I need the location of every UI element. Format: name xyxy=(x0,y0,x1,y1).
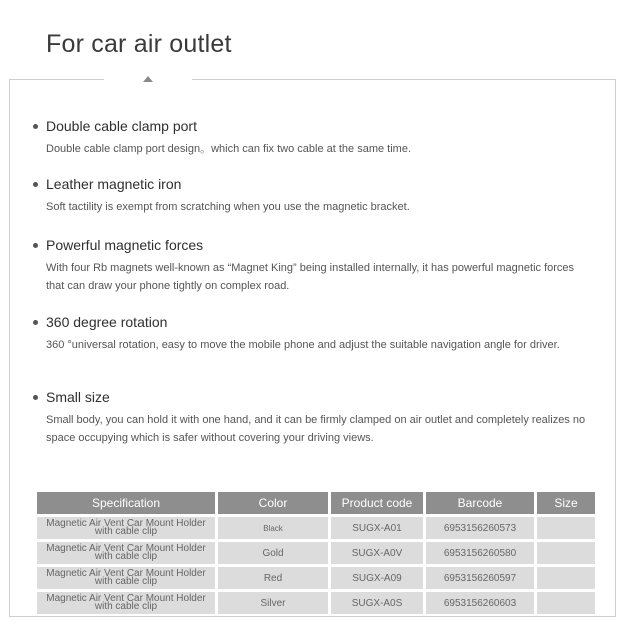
cell-specification: Magnetic Air Vent Car Mount Holder with cable clip xyxy=(37,542,215,564)
cell-size xyxy=(537,517,595,539)
cell-color: Gold xyxy=(218,542,328,564)
cell-specification: Magnetic Air Vent Car Mount Holder with cable clip xyxy=(37,567,215,589)
cell-size xyxy=(537,542,595,564)
column-header-specification: Specification xyxy=(37,492,215,514)
bullet-icon xyxy=(33,182,38,187)
bullet-icon xyxy=(33,395,38,400)
cell-barcode: 6953156260597 xyxy=(426,567,534,589)
cell-product-code: SUGX-A01 xyxy=(331,517,423,539)
feature-title: Small size xyxy=(46,389,110,405)
feature-item xyxy=(33,176,593,216)
feature-item xyxy=(33,314,593,354)
cell-product-code: SUGX-A0S xyxy=(331,592,423,614)
feature-item xyxy=(33,237,593,295)
cell-barcode: 6953156260603 xyxy=(426,592,534,614)
cell-specification: Magnetic Air Vent Car Mount Holder with cable clip xyxy=(37,592,215,614)
feature-title: 360 degree rotation xyxy=(46,314,168,330)
table-row xyxy=(37,567,595,589)
feature-description: Small body, you can hold it with one hand, and it can be firmly clamped on air outlet and completely realizes no space occupying which is safer without covering your driving views. xyxy=(46,414,586,444)
feature-title: Powerful magnetic forces xyxy=(46,237,204,253)
feature-description: Soft tactility is exempt from scratching when you use the magnetic bracket. xyxy=(46,201,410,213)
table-row xyxy=(37,542,595,564)
bullet-icon xyxy=(33,243,38,248)
table-row xyxy=(37,517,595,539)
spec-table xyxy=(34,489,598,617)
cell-product-code: SUGX-A09 xyxy=(331,567,423,589)
cell-barcode: 6953156260580 xyxy=(426,542,534,564)
bullet-icon xyxy=(33,124,38,129)
feature-title: Leather magnetic iron xyxy=(46,176,182,192)
table-row xyxy=(37,592,595,614)
cell-size xyxy=(537,592,595,614)
feature-description: 360 °universal rotation, easy to move the mobile phone and adjust the suitable navigation angle for driver. xyxy=(46,339,560,351)
caret-up-icon xyxy=(143,76,153,82)
column-header-barcode: Barcode xyxy=(426,492,534,514)
feature-description: With four Rb magnets well-known as “Magnet King” being installed internally, it has powerful magnetic forces that can draw your phone tightly on complex road. xyxy=(46,262,575,292)
cell-size xyxy=(537,567,595,589)
bullet-icon xyxy=(33,320,38,325)
column-header-color: Color xyxy=(218,492,328,514)
page-title: For car air outlet xyxy=(46,30,232,58)
cell-color: Red xyxy=(218,567,328,589)
column-header-size: Size xyxy=(537,492,595,514)
cell-specification: Magnetic Air Vent Car Mount Holder with cable clip xyxy=(37,517,215,539)
feature-item xyxy=(33,389,593,447)
cell-color: Silver xyxy=(218,592,328,614)
feature-title: Double cable clamp port xyxy=(46,118,197,134)
column-header-product-code: Product code xyxy=(331,492,423,514)
table-header-row xyxy=(37,492,595,514)
cell-barcode: 6953156260573 xyxy=(426,517,534,539)
feature-description: Double cable clamp port design。which can fix two cable at the same time. xyxy=(46,143,412,155)
cell-color: Black xyxy=(218,517,328,539)
feature-item xyxy=(33,118,593,158)
cell-product-code: SUGX-A0V xyxy=(331,542,423,564)
